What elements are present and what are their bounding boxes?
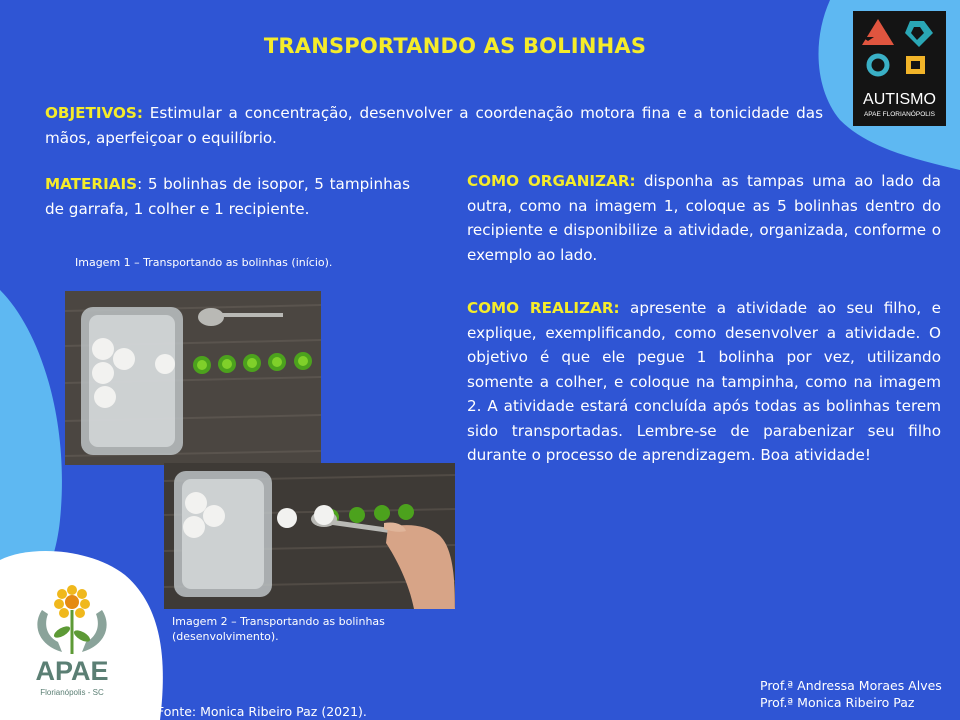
como-realizar-label: COMO REALIZAR: — [467, 299, 620, 317]
image2-caption: Imagem 2 – Transportando as bolinhas (desenvolvimento). — [172, 615, 385, 643]
page-title: TRANSPORTANDO AS BOLINHAS — [263, 34, 647, 58]
materiais-text: : 5 bolinhas de isopor, 5 tampinhas de garrafa, 1 colher e 1 recipiente. — [45, 175, 410, 218]
photo-image2 — [164, 463, 455, 609]
como-realizar-paragraph — [467, 296, 941, 468]
author-credits — [760, 677, 942, 711]
activity-start-image — [65, 291, 321, 465]
apae-logo-subtext: Florianópolis - SC — [40, 688, 104, 697]
flower-hands-icon — [22, 580, 122, 658]
como-realizar-text: apresente a atividade ao seu filho, e explique, exemplificando, como desenvolver a atividade. O objetivo é que ele pegue 1 bolinha por vez, utilizando somente a colher, e coloque na tampinha, como na imagem 2. A atividade estará concluída após todas as bolinhas terem sido transportadas. Lembre-se de parabenizar seu filho durante o processo de aprendizagem. Boa atividade! — [467, 299, 941, 464]
materiais-paragraph — [45, 172, 410, 221]
photo-image1 — [65, 291, 321, 465]
autismo-logo-text: AUTISMO — [863, 91, 936, 108]
objetivos-paragraph — [45, 101, 823, 150]
objetivos-label: OBJETIVOS: — [45, 104, 143, 122]
author-1: Prof.ª Andressa Moraes Alves — [760, 678, 942, 693]
como-organizar-paragraph — [467, 169, 941, 267]
autismo-logo — [853, 11, 946, 126]
apae-logo — [22, 580, 122, 705]
objetivos-text: Estimular a concentração, desenvolver a coordenação motora fina e a tonicidade das mãos, aperfeiçoar o equilíbrio. — [45, 104, 823, 147]
image1-caption: Imagem 1 – Transportando as bolinhas (início). — [75, 256, 333, 269]
author-2: Prof.ª Monica Ribeiro Paz — [760, 695, 915, 710]
como-organizar-text: disponha as tampas uma ao lado da outra, como na imagem 1, coloque as 5 bolinhas dentro do recipiente e disponibilize a atividade, organizada, conforme o exemplo ao lado. — [467, 172, 941, 264]
apae-logo-text: APAE — [35, 656, 109, 686]
fonte-credit: Fonte: Monica Ribeiro Paz (2021). — [157, 704, 367, 719]
materiais-label: MATERIAIS — [45, 175, 138, 193]
activity-progress-image — [164, 463, 455, 609]
autismo-logo-subtext: APAE FLORIANÓPOLIS — [863, 111, 936, 118]
como-organizar-label: COMO ORGANIZAR: — [467, 172, 636, 190]
